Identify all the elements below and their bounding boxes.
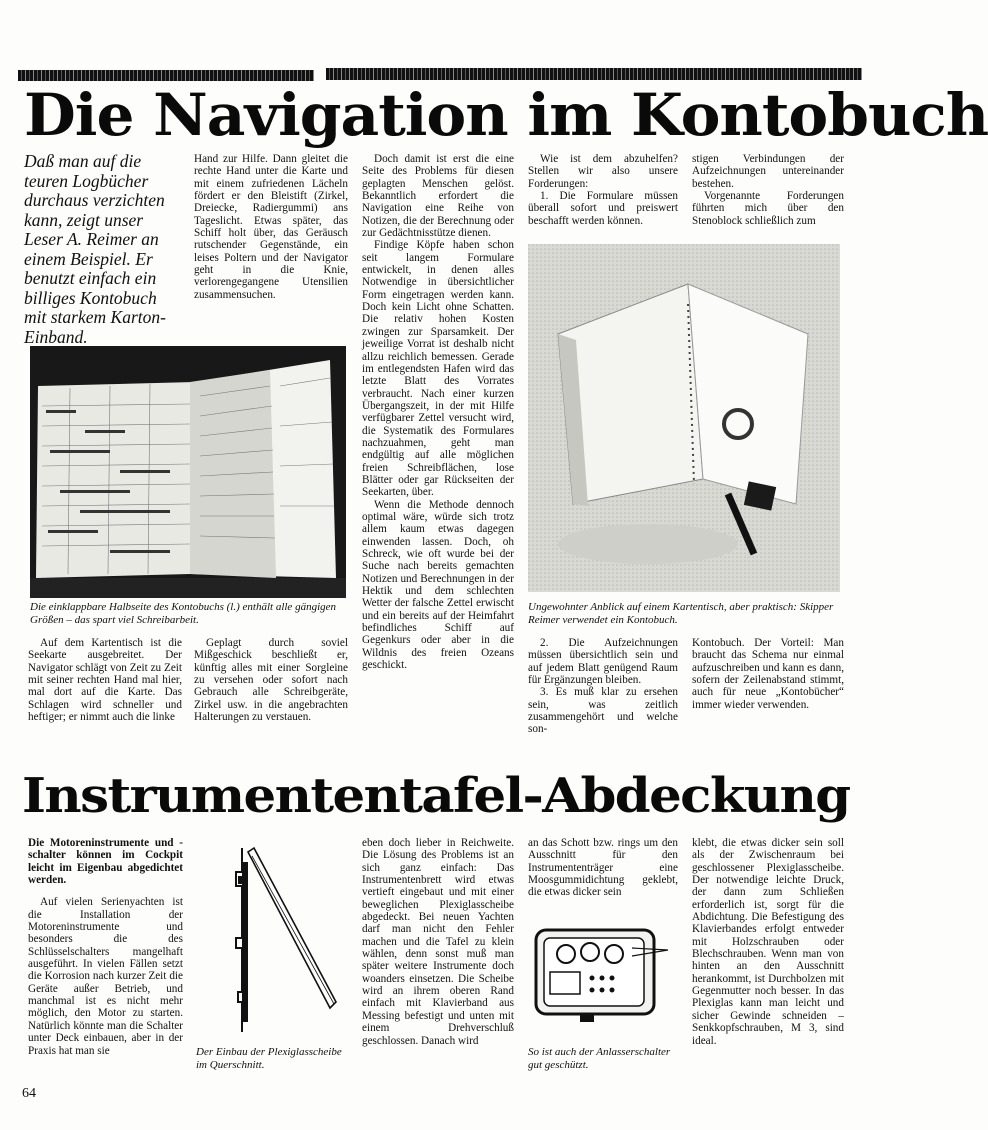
article-column-5 [692, 153, 844, 227]
article-bottom-column-4 [528, 637, 678, 736]
photo-chart-table [528, 244, 840, 592]
paragraph: Auf vielen Serienyachten ist die Installation der Motoreninstrumente und besonders die des Schlüsselschalters mangelhaft ausgeführt. In vielen Fällen setzt die Korrosion nach kurzer Zeit die Geräte außer Betrieb, und manchmal ist es nicht mehr möglich, den Motor zu starten. Natürlich könnte man die Schalter unter Deck einbauen, aber in der Praxis hat man sie [28, 896, 183, 1057]
article-bottom-column-5 [692, 637, 844, 711]
list-item: 1. Die Formulare müssen überall sofort und preiswert beschafft werden können. [528, 190, 678, 227]
caption-account-book: Die einklappbare Halbseite des Kontobuchs (l.) enthält alle gängigen Größen – das spart viel Schreibarbeit. [30, 601, 337, 626]
list-item: 2. Die Aufzeichnungen müssen übersichtlich sein und auf jedem Blatt genügend Raum für Ergänzungen bleiben. [528, 637, 678, 687]
caption-diagram: Der Einbau der Plexiglasscheibe im Querschnitt. [196, 1046, 342, 1071]
article-column-2 [194, 153, 348, 301]
article-column-4 [528, 153, 678, 227]
paragraph: an das Schott bzw. rings um den Ausschnitt für den Instrumententräger eine Moosgummidichtung geklebt, die etwas dicker sein [528, 837, 678, 899]
paragraph: Geplagt durch soviel Mißgeschick beschließt er, künftig alles mit einer Sorgleine zu versehen oder sofort nach Gebrauch alle Schreibgeräte, Zirkel usw. in die angebrachten Halterungen zu verstauen. [194, 637, 348, 724]
article2-column-4 [528, 837, 678, 899]
plexiglass-cross-section-diagram [196, 842, 346, 1042]
chart-table-illustration [528, 244, 840, 592]
article2-lead: Die Motoreninstrumente und -schalter können im Cockpit leicht im Eigenbau abgedichtet werden. [28, 837, 183, 887]
paragraph: Vorgenannte Forderungen führten mich über den Stenoblock schließlich zum [692, 190, 844, 227]
article-bottom-column-2 [194, 637, 348, 723]
paragraph: Kontobuch. Der Vorteil: Man braucht das Schema nur einmal aufzuschreiben und kann es dann, sofern der Zeilenabstand stimmt, auch für neue „Kontobücher“ immer wieder verwenden. [692, 637, 844, 711]
decorative-rule-left [18, 70, 314, 81]
article2-column-5 [692, 837, 844, 1047]
paragraph: Auf dem Kartentisch ist die Seekarte ausgebreitet. Der Navigator schlägt von Zeit zu Zeit mit seiner rechten Hand mal hier, mal dort auf die Karte. Das Schlagen wird schneller und heftiger; er nimmt auch die linke [28, 637, 182, 724]
paragraph: stigen Verbindungen der Aufzeichnungen untereinander bestehen. [692, 153, 844, 190]
paragraph: Doch damit ist erst die eine Seite des Problems für diesen geplagten Menschen gelöst. Bekanntlich erfordert die Navigation eine Reihe von Notizen, die der Berechnung oder zur Gedächtnisstütze dienen. [362, 153, 514, 240]
article-intro: Daß man auf die teuren Logbücher durchaus verzichten kann, zeigt unser Leser A. Reimer an einem Beispiel. Er benutzt einfach ein billiges Kontobuch mit starkem Karton-Einband. [24, 151, 166, 347]
instrument-panel-illustration [528, 920, 678, 1032]
instrument-panel-drawing [528, 920, 678, 1032]
paragraph: Wenn die Methode dennoch optimal wäre, würde sich trotz allem kaum etwas dagegen einwenden lassen. Doch, oh Schreck, wie oft wurde bei der Suche nach bereits gemachten Notizen und Berechnungen in der Hektik und dem schlechten Wetter der falsche Zettel erwischt und ein bereits auf der Heimfahrt befindliches Schiff auf Gegenkurs oder aber in die Wildnis des freien Ozeans geschickt. [362, 498, 514, 672]
list-item: 3. Es muß klar zu ersehen sein, was zeitlich zusammengehört und welche son- [528, 686, 678, 736]
article-title-2: Instrumententafel-Abdeckung [22, 768, 850, 824]
article2-column-1 [28, 837, 183, 1057]
photo-account-book [30, 346, 346, 598]
paragraph: Hand zur Hilfe. Dann gleitet die rechte Hand unter die Karte und mit einem zufriedenen Lächeln fördert er den Bleistift (Zirkel, Dreiecke, Radiergummi) ans Tageslicht. Etwas später, das Schiff holt über, das Geräusch rutschender Gegenstände, ein leises Poltern und der Navigator geht in die Knie, verlorengegangene Utensilien zusammensuchen. [194, 153, 348, 301]
paragraph: Findige Köpfe haben schon seit langem Formulare entwickelt, in denen alles Notwendige in übersichtlicher Form eingetragen werden kann. Doch kein Licht ohne Schatten. Die relativ hohen Kosten zwingen zur Sparsamkeit. Der jeweilige Vorrat ist deshalb nicht allzu reichlich bemessen. Gerade im entlegendsten Hafen wird das letzte Blatt des Vorrates verbraucht. Nach einer kurzen Übergangszeit, in der mit Hilfe verfügbarer Zettel versucht wird, die Systematik des Formulares nachzuahmen, geht man endgültig auf alle möglichen freien Schreibflächen, lose Blätter oder gar Rückseiten der Seekarten, über. [362, 239, 514, 499]
paragraph: klebt, die etwas dicker sein soll als der Zwischenraum bei geschlossener Plexiglasscheibe. Der notwendige leichte Druck, der dann zum Schließen erforderlich ist, sorgt für die Abdichtung. Die Befestigung des Klavierbandes erfolgt entweder mit Holzschrauben oder Blechschrauben. Wenn man von hinten an den Ausschnitt herankommt, ist Durchbolzen mit Gegenmutter noch besser. In das Plexiglas kann man leicht und sicher Gewinde schneiden – Senkkopfschrauben, M 3, sind ideal. [692, 837, 844, 1047]
paragraph: eben doch lieber in Reichweite. Die Lösung des Problems ist an sich ganz einfach: Das Instrumentenbrett wird etwas vertieft eingebaut und mit einer beweglichen Plexiglasscheibe abgedeckt. Bei neuen Yachten darf man nicht den Fehler machen und die Tafel zu klein wählen, denn sonst muß man später weitere Instrumente doch woanders einsetzen. Die Scheibe wird an ihrem oberen Rand einfach mit Klavierband aus Messing befestigt und unten mit einem Drehverschluß geschlossen. Danach wird [362, 837, 514, 1047]
article-bottom-column-1 [28, 637, 182, 723]
paragraph: Wie ist dem abzuhelfen? Stellen wir also unsere Forderungen: [528, 153, 678, 190]
account-book-illustration [30, 346, 346, 598]
caption-panel: So ist auch der Anlasserschalter gut geschützt. [528, 1046, 671, 1071]
cross-section-drawing [196, 842, 346, 1042]
page-number: 64 [22, 1086, 36, 1101]
article2-column-3 [362, 837, 514, 1047]
article-column-3 [362, 153, 514, 671]
caption-chart-table: Ungewohnter Anblick auf einem Kartentisch, aber praktisch: Skipper Reimer verwendet ein Kontobuch. [528, 601, 834, 626]
decorative-rule-right [326, 68, 862, 80]
article-title: Die Navigation im Kontobuch [24, 81, 988, 149]
